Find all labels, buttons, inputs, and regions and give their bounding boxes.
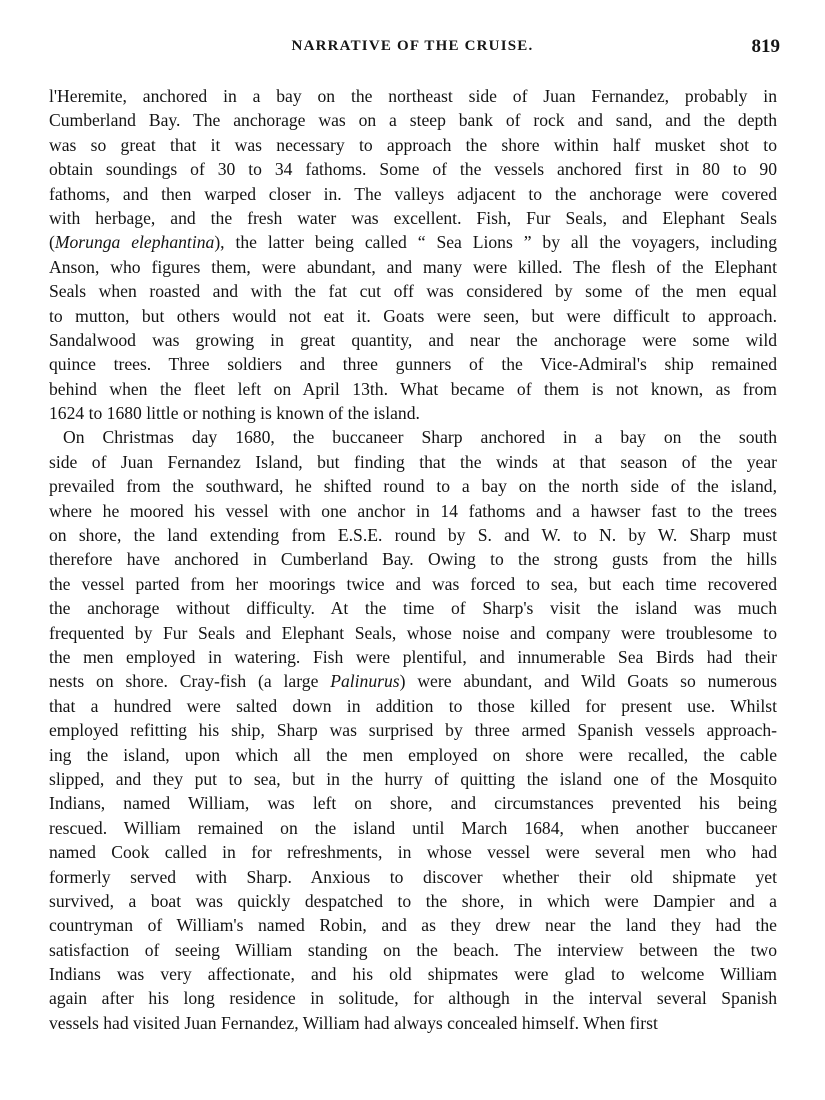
italic-taxon: Morunga elephantina — [54, 232, 215, 253]
text-line: countryman of William's named Robin, and as they drew near the land they had the — [49, 915, 777, 936]
text-line: therefore have anchored in Cumberland Bay. Owing to the strong gusts from the hills — [49, 549, 777, 570]
text-line: fathoms, and then warped closer in. The valleys adjacent to the anchorage were covered — [49, 183, 777, 204]
text-line: frequented by Fur Seals and Elephant Seals, whose noise and company were troublesome to — [49, 622, 777, 643]
text-line: 1624 to 1680 little or nothing is known of the island. — [49, 403, 420, 424]
text-line: behind when the fleet left on April 13th. What became of them is not known, as from — [49, 378, 777, 399]
text-line: Anson, who figures them, were abundant, and many were killed. The flesh of the Elephant — [49, 256, 777, 277]
text-line: that a hundred were salted down in addition to those killed for present use. Whilst — [49, 695, 777, 716]
text-line: nests on shore. Cray-fish (a large Palinurus) were abundant, and Wild Goats so numerous — [49, 671, 777, 692]
text-line: employed refitting his ship, Sharp was surprised by three armed Spanish vessels approach- — [49, 720, 777, 741]
running-title: NARRATIVE OF THE CRUISE. — [291, 38, 534, 54]
text-line: Seals when roasted and with the fat cut off was considered by some of the men equal — [49, 281, 777, 302]
text-line: the men employed in watering. Fish were plentiful, and innumerable Sea Birds had their — [49, 646, 777, 667]
text-line: Sandalwood was growing in great quantity, and near the anchorage were some wild — [49, 329, 777, 350]
text-line: obtain soundings of 30 to 34 fathoms. Some of the vessels anchored first in 80 to 90 — [49, 159, 777, 180]
italic-taxon: Palinurus — [330, 671, 400, 692]
text-line: Indians was very affectionate, and his old shipmates were glad to welcome William — [49, 964, 777, 985]
paragraph-2 — [49, 425, 777, 1035]
text-line: side of Juan Fernandez Island, but finding that the winds at that season of the year — [49, 451, 777, 472]
text-line: where he moored his vessel with one anchor in 14 fathoms and a hawser fast to the trees — [49, 500, 777, 521]
text-line: was so great that it was necessary to approach the shore within half musket shot to — [49, 134, 777, 155]
text-line: prevailed from the southward, he shifted round to a bay on the north side of the island, — [49, 476, 777, 497]
text-line: (Morunga elephantina), the latter being called “ Sea Lions ” by all the voyagers, including — [49, 232, 777, 253]
text-line: with herbage, and the fresh water was excellent. Fish, Fur Seals, and Elephant Seals — [49, 207, 777, 228]
text-line: the vessel parted from her moorings twice and was forced to sea, but each time recovered — [49, 573, 777, 594]
text-line: survived, a boat was quickly despatched to the shore, in which were Dampier and a — [49, 890, 777, 911]
text-line: l'Heremite, anchored in a bay on the northeast side of Juan Fernandez, probably in — [49, 86, 777, 106]
text-line: ing the island, upon which all the men employed on shore were recalled, the cable — [49, 744, 777, 765]
text-line: rescued. William remained on the island until March 1684, when another buccaneer — [49, 817, 777, 838]
body-text — [49, 84, 777, 1035]
text-line: again after his long residence in solitude, for although in the interval several Spanish — [49, 988, 777, 1009]
text-line: Cumberland Bay. The anchorage was on a steep bank of rock and sand, and the depth — [49, 110, 777, 131]
text-line: satisfaction of seeing William standing on the beach. The interview between the two — [49, 939, 777, 960]
text-line: the anchorage without difficulty. At the time of Sharp's visit the island was much — [49, 598, 777, 619]
paragraph-1 — [49, 84, 777, 425]
text-line: Indians, named William, was left on shore, and circumstances prevented his being — [49, 793, 777, 814]
text-line: quince trees. Three soldiers and three gunners of the Vice-Admiral's ship remained — [49, 354, 777, 375]
text-line: to mutton, but others would not eat it. Goats were seen, but were difficult to approach. — [49, 305, 777, 326]
page-header — [0, 38, 825, 68]
text-line: slipped, and they put to sea, but in the hurry of quitting the island one of the Mosquito — [49, 768, 777, 789]
page-number: 819 — [751, 36, 780, 57]
text-line: On Christmas day 1680, the buccaneer Sharp anchored in a bay on the south — [63, 427, 777, 448]
text-line: vessels had visited Juan Fernandez, William had always concealed himself. When first — [49, 1012, 658, 1033]
text-line: on shore, the land extending from E.S.E. round by S. and W. to N. by W. Sharp must — [49, 525, 777, 546]
text-line: formerly served with Sharp. Anxious to discover whether their old shipmate yet — [49, 866, 777, 887]
text-line: named Cook called in for refreshments, in whose vessel were several men who had — [49, 842, 777, 863]
